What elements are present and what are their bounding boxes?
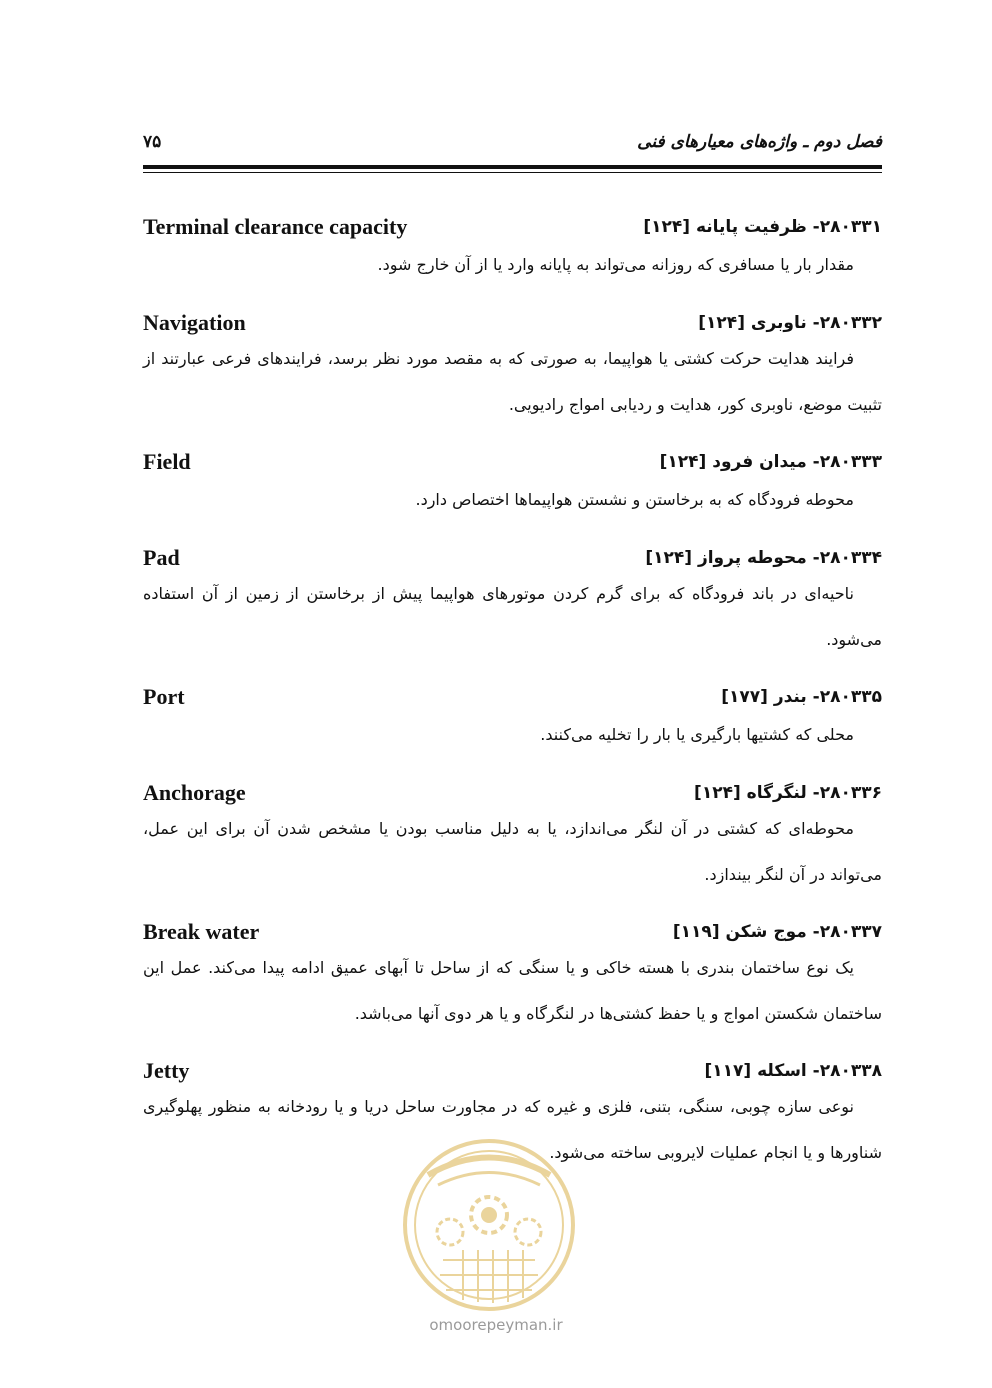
term-definition: فرایند هدایت حرکت کشتی یا هواپیما، به صورتی که به مقصد مورد نظر برسد، فرایندهای فرعی عبارتند از تثبیت موضع، ناوبری کور، هدایت و ردیابی امواج رادیویی. (143, 349, 882, 414)
term-definition: محوطه‌ای که کشتی در آن لنگر می‌اندازد، یا به دلیل مناسب بودن یا مشخص شدن آن برای این عمل، می‌تواند در آن لنگر بیندازد. (143, 819, 882, 884)
term-definition: مقدار بار یا مسافری که روزانه می‌تواند به پایانه وارد یا از آن خارج شود. (377, 255, 854, 274)
watermark-logo (398, 1120, 580, 1330)
term-definition: محلی که کشتیها بارگیری یا بار را تخلیه می‌کنند. (540, 725, 854, 744)
term-definition: محوطه فرودگاه که به برخاستن و نشستن هواپیماها اختصاص دارد. (415, 490, 854, 509)
header-rule-thin (143, 172, 882, 173)
term-english: Jetty (143, 1058, 190, 1083)
term-english: Field (143, 449, 191, 474)
term-english: Terminal clearance capacity (143, 214, 408, 239)
term-persian: ۲۸۰۳۳۴- محوطه پرواز [۱۲۴] (645, 548, 882, 568)
term-definition: نوعی سازه چوبی، سنگی، بتنی، فلزی و غیره که در مجاورت ساحل دریا و یا رودخانه به منظور پهلوگیری شناورها و یا انجام عملیات لایروبی ساخته می‌شود. (143, 1097, 882, 1162)
term-persian: ۲۸۰۳۳۳- میدان فرود [۱۲۴] (659, 452, 882, 472)
term-english: Port (143, 684, 185, 709)
chapter-title: فصل دوم ـ واژه‌های معیارهای فنی (637, 132, 882, 152)
term-definition: یک نوع ساختمان بندری با هسته خاکی و یا سنگی که از ساحل تا آبهای عمیق ادامه پیدا می‌کند. عمل این ساختمان شکستن امواج و یا حفظ کشتی‌ها در لنگرگاه و یا هر دوی آنها می‌باشد. (143, 958, 882, 1023)
term-english: Pad (143, 545, 180, 570)
page-header (143, 128, 882, 158)
header-rule-thick (143, 165, 882, 169)
term-persian: ۲۸۰۳۳۵- بندر [۱۷۷] (721, 687, 882, 707)
term-english: Navigation (143, 310, 246, 335)
term-definition: ناحیه‌ای در باند فرودگاه که برای گرم کردن موتورهای هواپیما پیش از برخاستن از زمین از آن استفاده می‌شود. (143, 584, 882, 649)
watermark-site: omoorepeyman.ir (429, 1316, 563, 1334)
page-number: ۷۵ (143, 132, 162, 152)
term-persian: ۲۸۰۳۳۷- موج شکن [۱۱۹] (672, 922, 882, 942)
term-english: Break water (143, 919, 260, 944)
term-persian: ۲۸۰۳۳۸- اسکله [۱۱۷] (704, 1061, 882, 1081)
term-persian: ۲۸۰۳۳۱- ظرفیت پایانه [۱۲۴] (643, 217, 882, 237)
term-english: Anchorage (143, 780, 246, 805)
term-persian: ۲۸۰۳۳۲- ناوبری [۱۲۴] (698, 313, 882, 333)
term-persian: ۲۸۰۳۳۶- لنگرگاه [۱۲۴] (694, 783, 882, 803)
